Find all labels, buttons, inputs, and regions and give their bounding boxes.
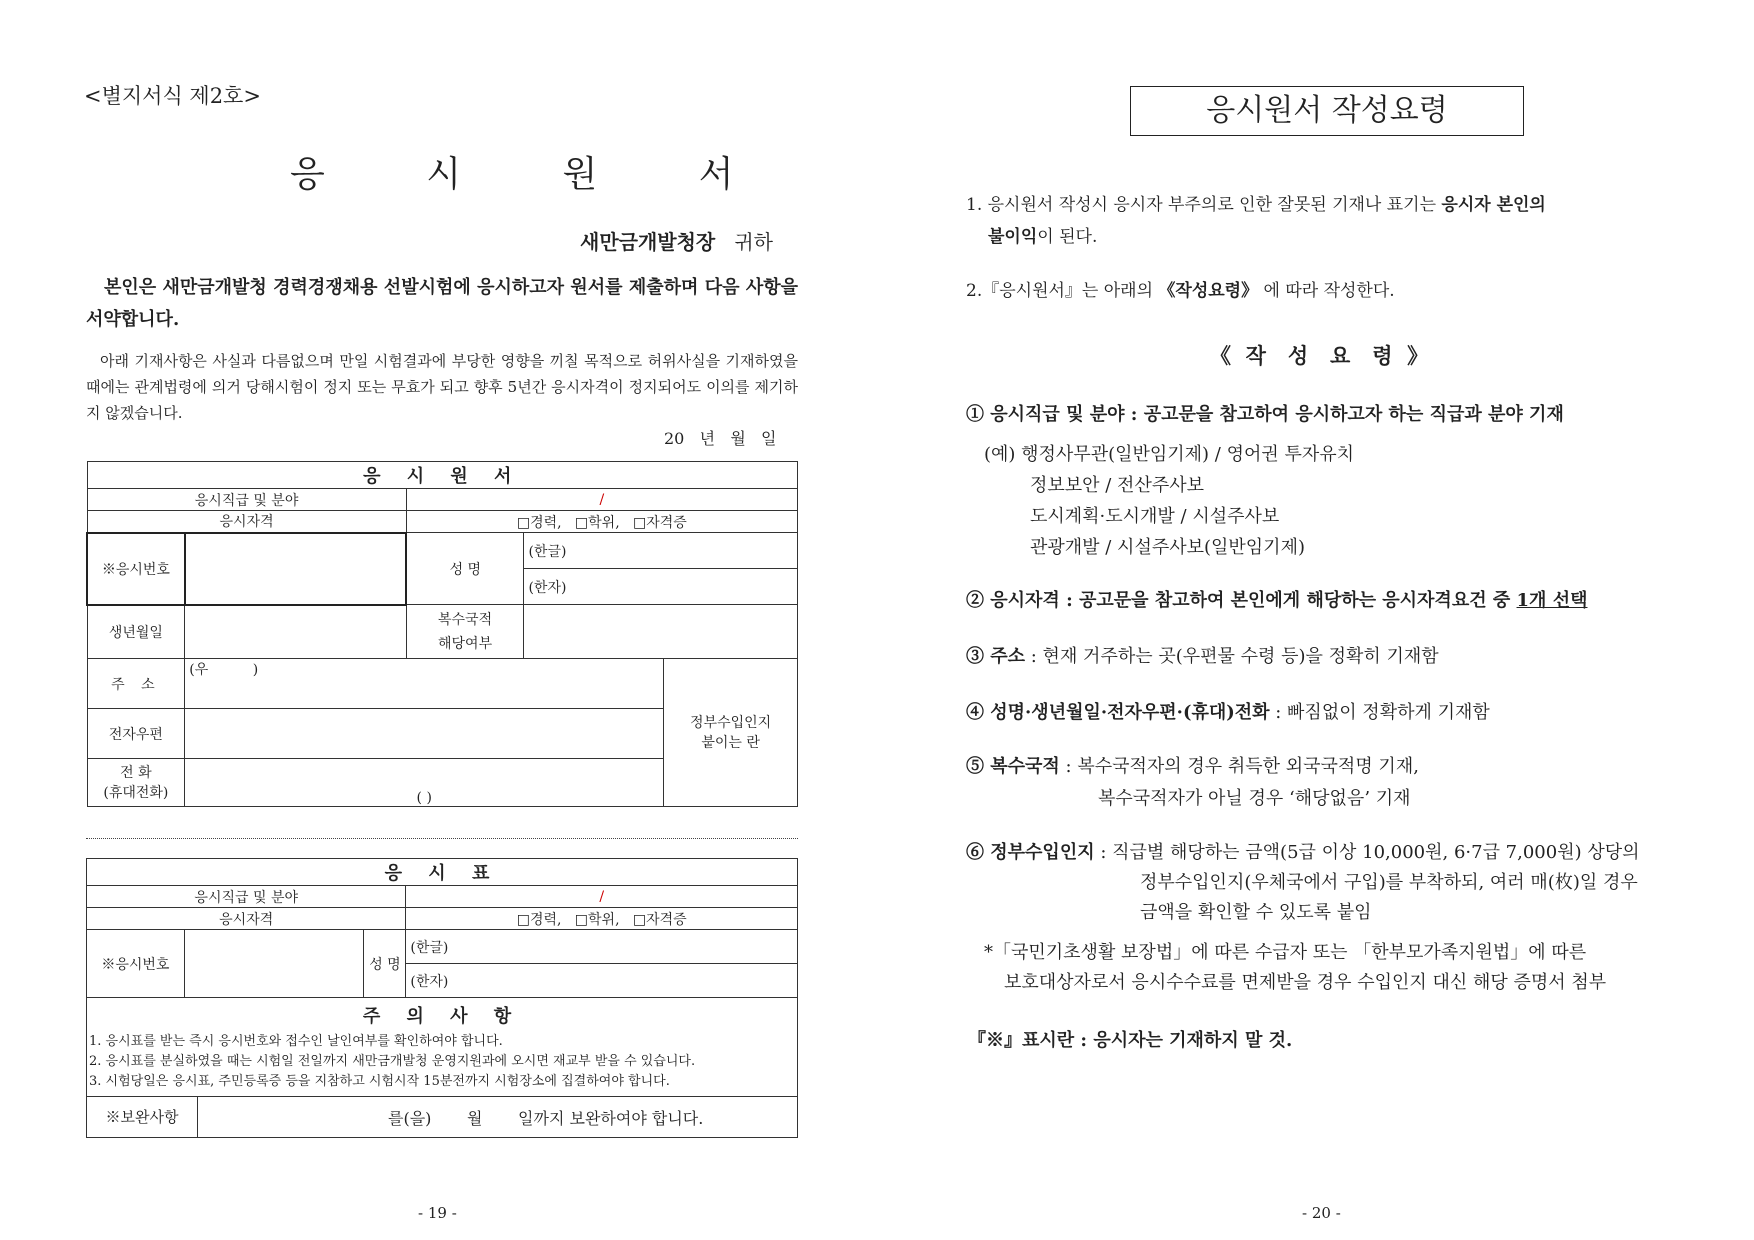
- guide-1-example-3: 도시계획·도시개발 / 시설주사보: [1030, 506, 1280, 527]
- note-item-1: 1. 응시표를 받는 즉시 응시번호와 접수인 날인여부를 확인하여야 합니다.: [89, 1034, 503, 1049]
- supplement-row: [87, 1097, 798, 1138]
- birth-field[interactable]: [185, 605, 406, 659]
- ticket-name-hanja-field[interactable]: (한자): [406, 964, 798, 998]
- guide-3-text: : 현재 거주하는 곳(우편물 수령 등)을 정확히 기재함: [1025, 646, 1439, 667]
- notes-section: [87, 998, 798, 1097]
- page-number-left: - 19 -: [418, 1204, 457, 1222]
- phone-field[interactable]: ( ): [185, 759, 664, 807]
- recipient-name: 새만금개발청장: [580, 230, 716, 254]
- email-field[interactable]: [185, 709, 664, 759]
- guide-2-underline: 1개 선택: [1516, 590, 1588, 611]
- application-table: [86, 461, 798, 807]
- phone-label: [87, 759, 185, 807]
- ticket-qualification-options[interactable]: □경력, □학위, □자격증: [406, 908, 798, 930]
- guide-title: 응시원서 작성요령: [1206, 93, 1448, 128]
- address-field[interactable]: (우 ): [185, 659, 664, 709]
- item-1-bold: 응시자 본인의: [1441, 195, 1546, 215]
- exam-number-field: [185, 533, 406, 605]
- supplement-value: 를(을) 월 일까지 보완하여야 합니다.: [388, 1108, 704, 1128]
- dual-label-line1: 복수국적: [438, 611, 493, 628]
- guide-2-text: ② 응시자격 : 공고문을 참고하여 본인에게 해당하는 응시자격요건 중: [966, 590, 1517, 611]
- ticket-exam-number-label: ※응시번호: [87, 930, 185, 998]
- qualification-label: 응시자격: [87, 511, 406, 533]
- note-item-3: 3. 시험당일은 응시표, 주민등록증 등을 지참하고 시험시작 15분전까지 시험장소에 집결하여야 합니다.: [89, 1074, 670, 1089]
- note-item-2: 2. 응시표를 분실하였을 때는 시험일 전일까지 새만금개발청 운영지원과에 오시면 재교부 받을 수 있습니다.: [89, 1054, 696, 1069]
- guide-4: [966, 698, 1490, 724]
- position-field[interactable]: /: [406, 489, 797, 511]
- guide-title-box: [1130, 86, 1524, 136]
- guide-5: [966, 752, 1419, 778]
- guide-4-bold: ④ 성명·생년월일·전자우편·(휴대)전화: [966, 702, 1270, 723]
- page-title: 응 시 원 서: [290, 154, 764, 195]
- item-2-text: 2.『응시원서』는 아래의: [966, 281, 1159, 301]
- ticket-header: 응 시 표: [87, 859, 798, 886]
- guide-6-line3: 금액을 확인할 수 있도록 붙임: [1140, 902, 1372, 923]
- guide-6-line2: 정부수입인지(우체국에서 구입)를 부착하되, 여러 매(枚)일 경우: [1140, 872, 1638, 893]
- guide-4-text: : 빠짐없이 정확하게 기재함: [1269, 702, 1490, 723]
- dual-label-line2: 해당여부: [438, 635, 493, 652]
- statement-text: 아래 기재사항은 사실과 다름없으며 만일 시험결과에 부당한 영향을 끼칠 목적으로 허위사실을 기재하였을 때에는 관계법령에 의거 당해시험이 정지 또는 무효가 되고 향후 5년간 응시자격이 정지되어도 이의를 제기하지 않겠습니다.: [86, 352, 798, 422]
- ticket-name-label: 성 명: [364, 930, 406, 998]
- address-label: 주 소: [87, 659, 185, 709]
- email-label: 전자우편: [87, 709, 185, 759]
- guide-6: [966, 838, 1640, 864]
- ticket-position-label: 응시직급 및 분야: [87, 886, 406, 908]
- dual-nationality-label: [406, 605, 524, 659]
- birth-label: 생년월일: [87, 605, 185, 659]
- exemption-note-1: *「국민기초생활 보장법」에 따른 수급자 또는 「한부모가족지원법」에 따른: [984, 942, 1587, 963]
- page-number-right: - 20 -: [1302, 1204, 1341, 1222]
- guide-1-example-1: (예) 행정사무관(일반임기제) / 영어권 투자유치: [984, 444, 1355, 465]
- ticket-qualification-label: 응시자격: [87, 908, 406, 930]
- cut-line: [86, 838, 798, 839]
- guide-5-line2: 복수국적자가 아닐 경우 ‘해당없음’ 기재: [1098, 788, 1411, 809]
- exemption-note-2: 보호대상자로서 응시수수료를 면제받을 경우 수입인지 대신 해당 증명서 첨부: [1004, 972, 1607, 993]
- item-1-cont: [988, 222, 1097, 247]
- phone-label-line2: (휴대전화): [103, 784, 169, 801]
- recipient: [580, 226, 773, 255]
- position-label: 응시직급 및 분야: [87, 489, 406, 511]
- guide-1: ① 응시직급 및 분야 : 공고문을 참고하여 응시하고자 하는 직급과 분야 기재: [966, 404, 1564, 425]
- name-label: 성 명: [406, 533, 524, 605]
- item-1: [966, 190, 1546, 215]
- exam-number-label: ※응시번호: [87, 533, 185, 605]
- application-header: 응 시 원 서: [87, 462, 798, 489]
- guide-1-example-4: 관광개발 / 시설주사보(일반임기제): [1030, 537, 1305, 558]
- ticket-table: [86, 858, 798, 1138]
- guide-6-text: : 직급별 해당하는 금액(5급 이상 10,000원, 6·7급 7,000원) 상당의: [1094, 842, 1640, 863]
- recipient-suffix: 귀하: [734, 230, 773, 254]
- final-note: 『※』표시란 : 응시자는 기재하지 말 것.: [968, 1030, 1293, 1051]
- guide-3: [966, 642, 1439, 668]
- item-1-bold-b: 불이익: [988, 227, 1038, 247]
- ticket-exam-number-field: [184, 930, 364, 998]
- stamp-label-line2: 붙이는 란: [701, 734, 760, 751]
- name-korean-field[interactable]: (한글): [524, 533, 798, 569]
- item-2: [966, 276, 1395, 301]
- guide-3-bold: ③ 주소: [966, 646, 1026, 667]
- guide-6-bold: ⑥ 정부수입인지: [966, 842, 1095, 863]
- form-number: <별지서식 제2호>: [84, 84, 261, 108]
- guide-5-text: : 복수국적자의 경우 취득한 외국국적명 기재,: [1059, 756, 1419, 777]
- phone-label-line1: 전 화: [120, 764, 152, 781]
- guide-2: [966, 586, 1588, 612]
- item-1-text-b: 이 된다.: [1037, 227, 1098, 247]
- item-1-text: 1. 응시원서 작성시 응시자 부주의로 인한 잘못된 기재나 표기는: [966, 195, 1442, 215]
- stamp-area: [664, 659, 798, 807]
- ticket-position-field[interactable]: /: [406, 886, 798, 908]
- name-hanja-field[interactable]: (한자): [524, 569, 798, 605]
- guide-1-example-2: 정보보안 / 전산주사보: [1030, 475, 1204, 496]
- item-2-text-b: 에 따라 작성한다.: [1258, 281, 1395, 301]
- guide-5-bold: ⑤ 복수국적: [966, 756, 1060, 777]
- ticket-name-korean-field[interactable]: (한글): [406, 930, 798, 964]
- guide-header: 《 작 성 요 령 》: [1210, 343, 1429, 368]
- pledge-text: 본인은 새만금개발청 경력경쟁채용 선발시험에 응시하고자 원서를 제출하며 다음 사항을 서약합니다.: [86, 277, 798, 330]
- qualification-options[interactable]: □경력, □학위, □자격증: [406, 511, 797, 533]
- notes-header: 주 의 사 항: [362, 1006, 522, 1027]
- supplement-label: ※보완사항: [87, 1097, 198, 1137]
- dual-nationality-field[interactable]: [524, 605, 798, 659]
- date-line: 20 년 월 일: [664, 429, 777, 448]
- item-2-bold: 《작성요령》: [1158, 281, 1259, 301]
- stamp-label-line1: 정부수입인지: [690, 714, 772, 731]
